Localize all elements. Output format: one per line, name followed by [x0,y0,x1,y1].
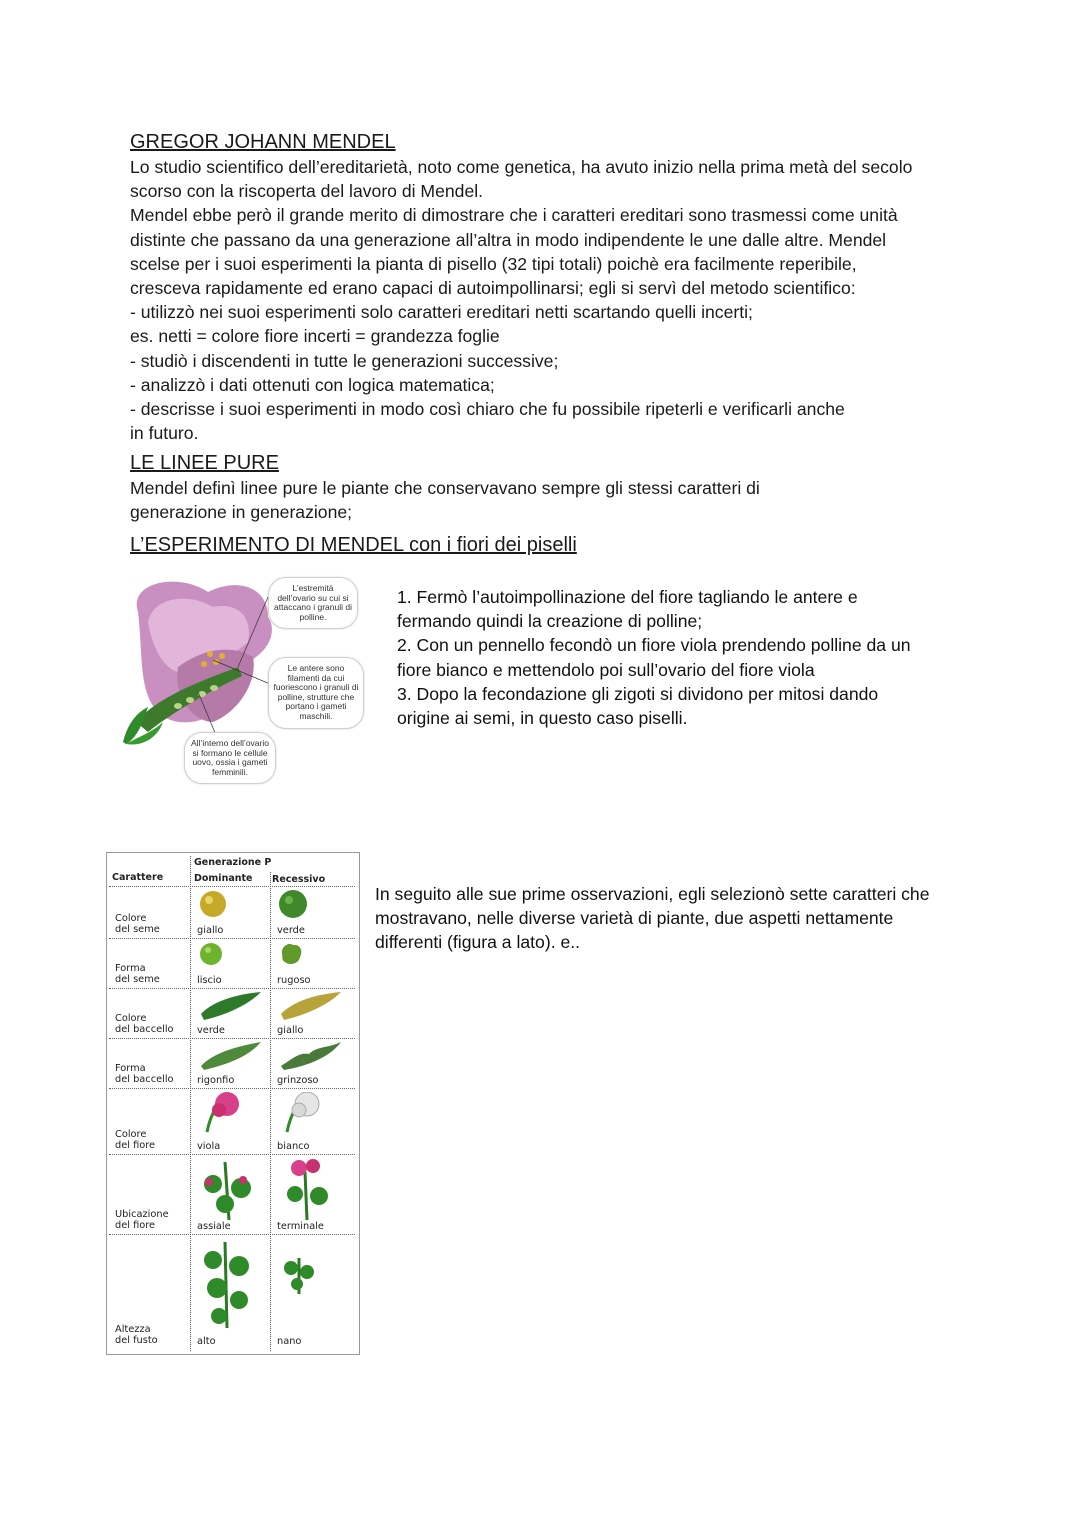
recessive-trait-value: terminale [277,1221,324,1232]
trait-label: Colore del fiore [115,1129,156,1151]
recessive-trait-illustration [279,942,307,972]
text-line: - studiò i discendenti in tutte le generazioni successive; [130,350,559,371]
dominant-trait-illustration [199,1238,255,1334]
text-line: fermando quindi la creazione di polline; [397,611,703,632]
heading-linee-pure: LE LINEE PURE [130,452,279,474]
callout-anthers: Le antere sono filamenti da cui fuoriescono i granuli di polline, strutture che portano i gameti maschili. [268,657,364,729]
text-line: origine ai semi, in questo caso piselli. [397,708,688,729]
dominant-trait-value: rigonfio [197,1075,235,1086]
experiment-steps [397,585,911,730]
trait-label: Colore del baccello [115,1013,174,1035]
dominant-trait-value: alto [197,1336,216,1347]
text-line: distinte che passano da una generazione all’altra in modo indipendente le une dalle altre. Mendel [130,229,887,250]
trait-label: Altezza del fusto [115,1324,158,1346]
dominant-trait-illustration [199,1158,255,1226]
dominant-trait-illustration [199,1092,247,1138]
recessive-trait-illustration [279,890,309,924]
text-line: es. netti = colore fiore incerti = grandezza foglie [130,326,500,347]
text-line: Mendel ebbe però il grande merito di dimostrare che i caratteri ereditari sono trasmessi come unità [130,205,898,226]
trait-label: Forma del seme [115,963,160,985]
recessive-trait-value: nano [277,1336,302,1347]
trait-row [109,938,355,989]
text-line: in futuro. [130,423,199,444]
trait-row [109,1234,355,1350]
dominant-trait-illustration [199,1042,263,1076]
recessive-trait-value: verde [277,925,305,936]
text-line: cresceva rapidamente ed erano capaci di autoimpollinarsi; egli si servì del metodo scientifico: [130,278,856,299]
header-character: Carattere [112,872,164,883]
text-line: - descrisse i suoi esperimenti in modo così chiaro che fu possibile ripeterli e verificarli anche [130,399,845,420]
trait-label: Forma del baccello [115,1063,174,1085]
header-recessive: Recessivo [272,874,326,885]
recessive-trait-value: giallo [277,1025,304,1036]
text-line: scorso con la riscoperta del lavoro di Mendel. [130,181,484,202]
linee-paragraph [130,476,760,524]
recessive-trait-illustration [279,992,343,1026]
header-dominant: Dominante [194,873,253,884]
text-line: scelse per i suoi esperimenti la pianta di pisello (32 tipi totali) poichè era facilmente reperibile, [130,253,857,274]
traits-table [106,852,360,1355]
text-line: Lo studio scientifico dell’ereditarietà, noto come genetica, ha avuto inizio nella prima metà del secolo [130,157,913,177]
callout-ovary: All’interno dell’ovario si formano le cellule uovo, ossia i gameti femminili. [184,732,276,784]
trait-row [109,1088,355,1155]
recessive-trait-illustration [279,1238,335,1334]
text-line: In seguito alle sue prime osservazioni, egli selezionò sette caratteri che [375,884,930,904]
text-line: 1. Fermò l’autoimpollinazione del fiore tagliando le antere e [397,587,858,607]
text-line: fiore bianco e mettendolo poi sull’ovario del fiore viola [397,659,815,680]
recessive-trait-illustration [279,1042,343,1076]
pea-flower-illustration [118,572,380,812]
selection-paragraph [375,882,930,955]
text-line: mostravano, nelle diverse varietà di piante, due aspetti nettamente [375,908,894,929]
trait-row [109,886,355,939]
recessive-trait-illustration [279,1158,335,1226]
text-line: differenti (figura a lato). e.. [375,932,581,953]
text-line: - utilizzò nei suoi esperimenti solo caratteri ereditari netti scartando quelli incerti; [130,302,753,323]
trait-row [109,988,355,1039]
heading-mendel: GREGOR JOHANN MENDEL [130,131,396,153]
heading-esperimento: L’ESPERIMENTO DI MENDEL con i fiori dei piselli [130,534,577,556]
text-line: generazione in generazione; [130,502,353,523]
text-line: 2. Con un pennello fecondò un fiore viola prendendo polline da un [397,635,911,656]
recessive-trait-value: grinzoso [277,1075,319,1086]
dominant-trait-value: viola [197,1141,221,1152]
dominant-trait-value: verde [197,1025,225,1036]
trait-row [109,1154,355,1235]
dominant-trait-value: giallo [197,925,224,936]
trait-label: Ubicazione del fiore [115,1209,169,1231]
dominant-trait-value: assiale [197,1221,231,1232]
text-line: Mendel definì linee pure le piante che conservavano sempre gli stessi caratteri di [130,478,760,498]
trait-label: Colore del seme [115,913,160,935]
recessive-trait-value: bianco [277,1141,310,1152]
intro-paragraph [130,155,912,445]
recessive-trait-value: rugoso [277,975,311,986]
trait-row [109,1038,355,1089]
dominant-trait-value: liscio [197,975,222,986]
header-generation: Generazione P [194,857,272,868]
text-line: - analizzò i dati ottenuti con logica matematica; [130,374,495,395]
dominant-trait-illustration [199,890,229,924]
text-line: 3. Dopo la fecondazione gli zigoti si dividono per mitosi dando [397,683,879,704]
dominant-trait-illustration [199,992,263,1026]
recessive-trait-illustration [279,1092,327,1138]
dominant-trait-illustration [199,942,227,972]
callout-stigma: L’estremità dell’ovario su cui si attaccano i granuli di polline. [268,577,358,629]
